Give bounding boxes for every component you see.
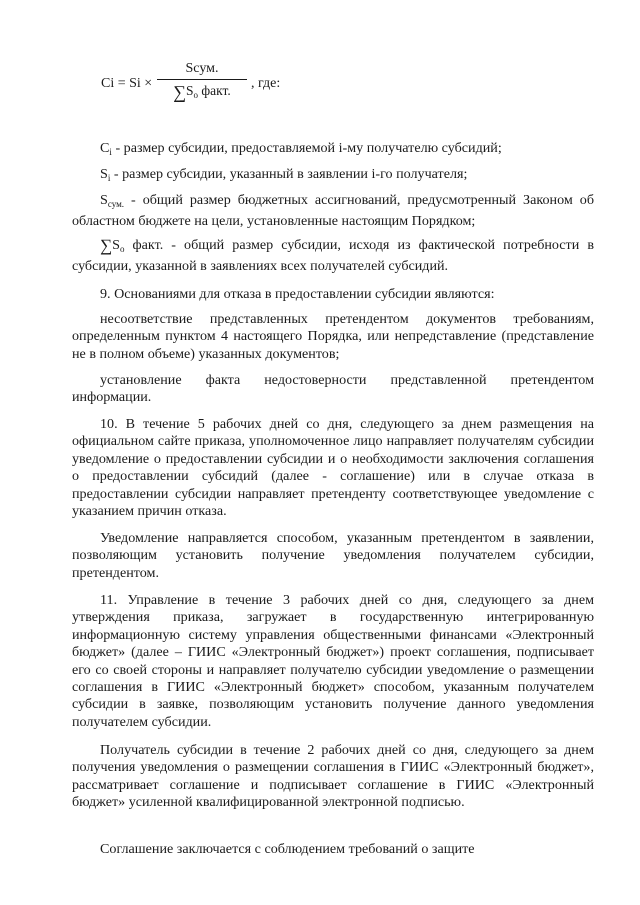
def-text: - общий размер субсидии, исходя из фактической потребности в субсидии, указанной в заявлениях всех получателей субсидий. (72, 237, 594, 275)
definition-si (72, 166, 594, 187)
def-text: - размер субсидии, предоставляемой i-му получателю субсидий; (111, 140, 502, 156)
def-var: S (112, 237, 120, 253)
def-var: S (100, 166, 108, 182)
denominator-var: S (186, 83, 194, 98)
def-sub: o (119, 244, 125, 254)
paragraph-10: 10. В течение 5 рабочих дней со дня, следующего за днем размещения на официальном сайте приказа, уполномоченное лицо направляет получателям субсидии уведомление о предоставлении субсидии и о необходимости заключения соглашения о предоставлении субсидий (далее - соглашение) или в случае отказа в предоставлении субсидии направляет претенденту соответствующее уведомление с указанием причин отказа. (72, 416, 594, 520)
paragraph-11: 11. Управление в течение 3 рабочих дней со дня, следующего за днем утверждения приказа, загружает в государственную интегрированную информационную систему управления общественными финансами «Электронный бюджет» (далее – ГИИС «Электронный бюджет») проект соглашения, подписывает его со своей стороны и направляет получателю субсидии уведомление о размещении соглашения в ГИИС «Электронный бюджет» способом, указанным получателем субсидии в заявке, позволяющим установить получение данного уведомления получателем субсидии. (72, 592, 594, 730)
def-sub: i (109, 147, 112, 157)
sum-symbol: ∑ (173, 82, 187, 102)
denominator-suffix: факт. (198, 83, 231, 98)
def-sub: i (107, 173, 111, 183)
paragraph-notification: Уведомление направляется способом, указанным претендентом в заявлении, позволяющим установить получение уведомления получателем субсидии, претендентом. (72, 530, 594, 581)
formula-fraction (155, 62, 249, 101)
def-text: - общий размер бюджетных ассигнований, предусмотренный Законом об областном бюджете на цели, установленные настоящим Порядком; (72, 192, 594, 230)
definition-ssum (72, 192, 594, 231)
sum-expression (100, 237, 163, 253)
paragraph-9-heading: 9. Основаниями для отказа в предоставлении субсидии являются: (100, 286, 495, 302)
def-suffix: факт. (124, 237, 164, 253)
denominator-sub: o (193, 90, 199, 100)
definition-sum-fact (72, 237, 594, 276)
def-var: C (100, 140, 110, 156)
formula-lhs: Ci = Si × (101, 76, 153, 91)
formula-suffix: , где: (251, 76, 281, 91)
paragraph-9-ground-1: несоответствие представленных претендентом документов требованиям, определенным пунктом 4 настоящего Порядка, или непредставление (представление не в полном объеме) указанных документов; (72, 311, 594, 362)
subsidy-formula (101, 62, 401, 116)
definition-ci (72, 140, 594, 161)
sum-symbol: ∑ (100, 236, 113, 255)
paragraph-recipient-signing: Получатель субсидии в течение 2 рабочих дней со дня, следующего за днем получения уведомления о размещении соглашения в ГИИС «Электронный бюджет», рассматривает соглашение и подписывает соглашение в ГИИС «Электронный бюджет» усиленной квалифицированной электронной подписью. (72, 742, 594, 811)
formula-denominator (155, 80, 249, 101)
formula-numerator: Sсум. (185, 61, 219, 76)
paragraph-9-ground-2: установление факта недостоверности представленной претендентом информации. (72, 372, 594, 406)
def-sub: сум. (107, 199, 125, 209)
def-var: S (100, 192, 108, 208)
paragraph-agreement: Соглашение заключается с соблюдением требований о защите (100, 841, 475, 857)
def-text: - размер субсидии, указанный в заявлении i-го получателя; (110, 166, 468, 182)
